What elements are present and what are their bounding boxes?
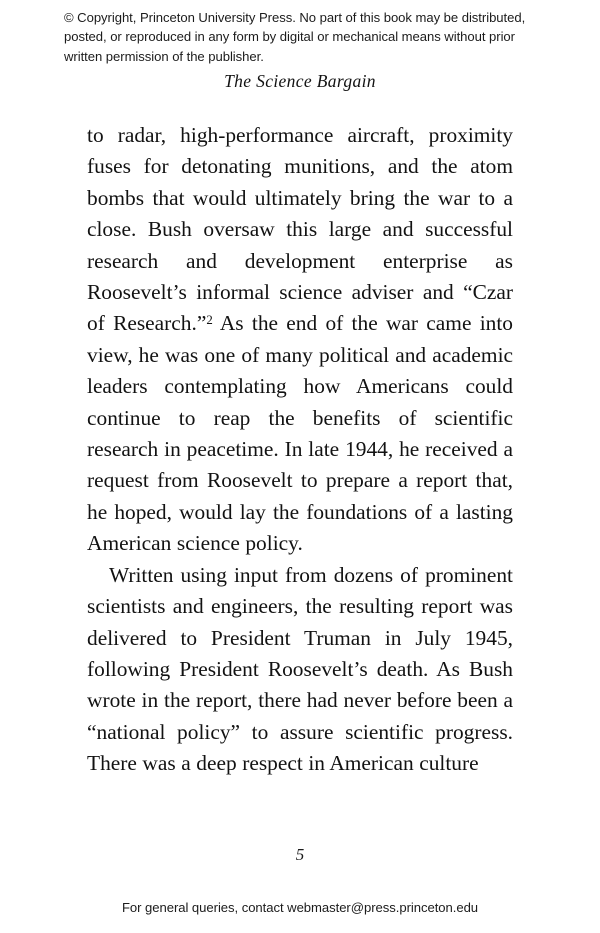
footnote-marker[interactable]: 2 bbox=[206, 313, 213, 328]
running-head: The Science Bargain bbox=[224, 71, 376, 91]
paragraph-text-before-note: Written using input from dozens of prominent scientists and engineers, the resulting report was delivered to President Truman in July 1945, following President Roosevelt’s death. As Bush wrote in the report, there had never before been a “national policy” to assure scientific progress. There was a deep respect in American culture bbox=[87, 562, 513, 776]
paragraph-text-after-note: As the end of the war came into view, he was one of many political and academic leaders contemplating how Americans could continue to reap the benefits of scientific research in peacetime. In late 1944, he received a request from Roosevelt to prepare a report that, he hoped, would lay the foundations of a lasting American science policy. bbox=[87, 311, 513, 556]
body-text-block bbox=[87, 120, 513, 780]
copyright-notice: © Copyright, Princeton University Press. No part of this book may be distributed, posted, or reproduced in any form by digital or mechanical means without prior written permission of the publisher. bbox=[64, 10, 526, 64]
page-number: 5 bbox=[295, 845, 305, 864]
footer-query-line: For general queries, contact webmaster@press.princeton.edu bbox=[121, 900, 479, 915]
body-paragraph bbox=[87, 120, 513, 560]
body-paragraph bbox=[87, 560, 513, 780]
paragraph-text-before-note: to radar, high-performance aircraft, proximity fuses for detonating munitions, and the atom bombs that would ultimately bring the war to a close. Bush oversaw this large and successful research and development enterprise as Roosevelt’s informal science adviser and “Czar of Research.” bbox=[87, 123, 513, 336]
